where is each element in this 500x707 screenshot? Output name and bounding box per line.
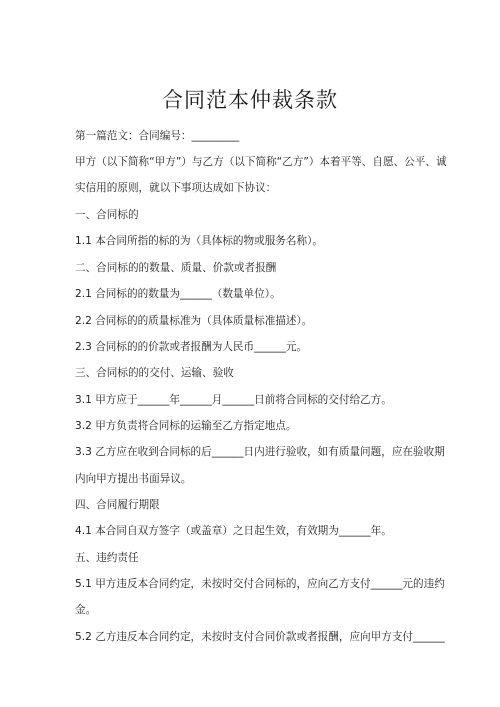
clause-5-1-line-1: 5.1 甲方违反本合同约定，未按时交付合同标的，应向乙方支付______元的违约 — [75, 578, 445, 590]
clause-3-3-line-1: 3.3 乙方应在收到合同标的后______日内进行验收，如有质量问题，应在验收期 — [75, 446, 445, 458]
section-heading-1: 一、合同标的 — [75, 209, 139, 221]
clause-1-1: 1.1 本合同所指的标的为（具体标的物或服务名称）。 — [75, 235, 323, 247]
clause-4-1: 4.1 本合同自双方签字（或盖章）之日起生效，有效期为______年。 — [75, 525, 392, 537]
section-heading-3: 三、合同标的的交付、运输、验收 — [75, 367, 234, 379]
clause-3-1: 3.1 甲方应于______年______月______日前将合同标的交付给乙方。 — [75, 394, 392, 406]
clause-3-2: 3.2 甲方负责将合同标的运输至乙方指定地点。 — [75, 420, 297, 432]
section-heading-2: 二、合同标的的数量、质量、价款或者报酬 — [75, 262, 277, 274]
clause-5-2-line-1: 5.2 乙方违反本合同约定，未按时支付合同价款或者报酬，应向甲方支付______ — [75, 631, 445, 643]
clause-2-1: 2.1 合同标的的数量为______（数量单位）。 — [75, 288, 281, 300]
intro-line-2: 实信用的原则，就以下事项达成如下协议： — [75, 182, 277, 194]
document-title: 合同范本仲裁条款 — [162, 88, 338, 112]
clause-3-3-line-2: 内向甲方提出书面异议。 — [75, 473, 192, 485]
clause-5-1-line-2: 金。 — [75, 604, 97, 616]
contract-number-line: 第一篇范文：合同编号：_________ — [75, 130, 240, 142]
clause-2-2: 2.2 合同标的的质量标准为（具体质量标准描述）。 — [75, 315, 313, 327]
clause-2-3: 2.3 合同标的的价款或者报酬为人民币______元。 — [75, 341, 308, 353]
intro-line-1: 甲方（以下简称“甲方”）与乙方（以下简称“乙方”）本着平等、自愿、公平、诚 — [75, 156, 447, 168]
section-heading-4: 四、合同履行期限 — [75, 499, 160, 511]
section-heading-5: 五、违约责任 — [75, 552, 139, 564]
